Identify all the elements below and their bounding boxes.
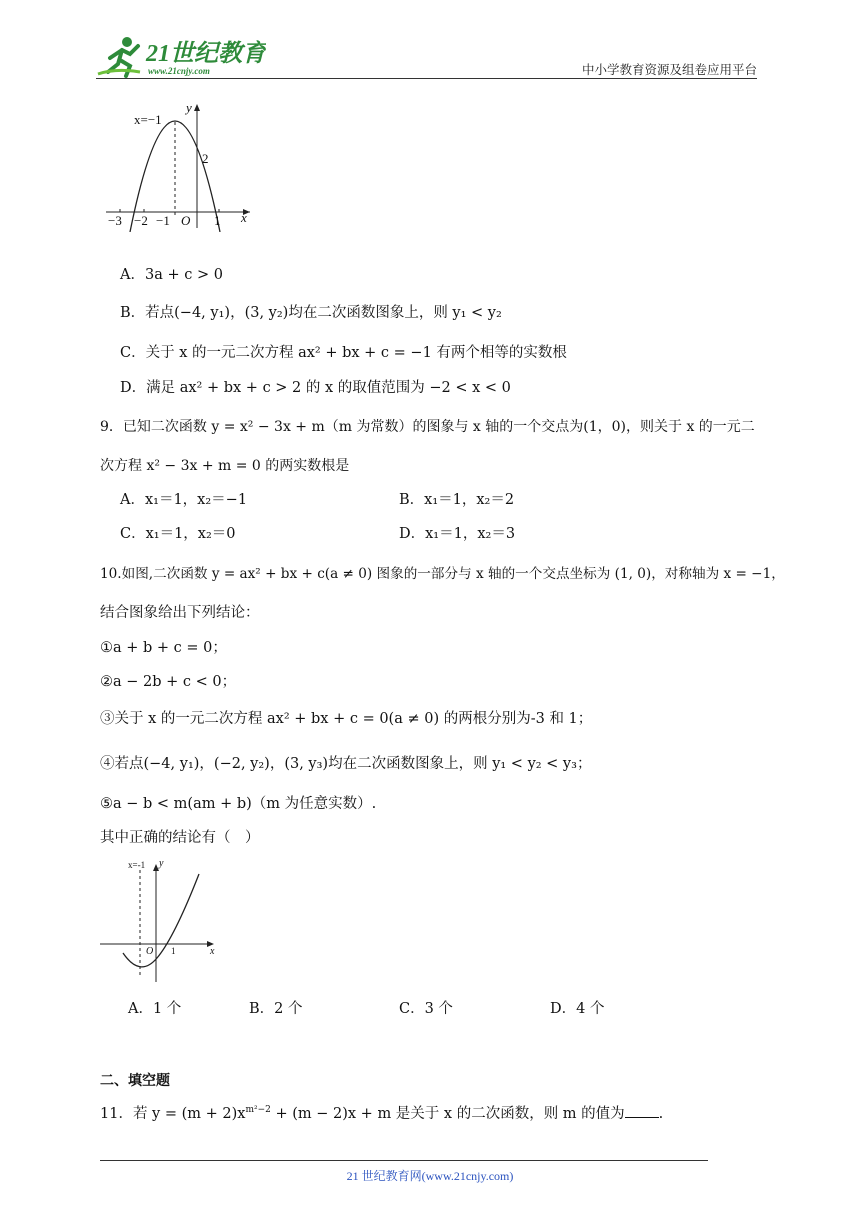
q11-answer-blank[interactable] [625,1117,659,1118]
footer-site-link[interactable]: 21 世纪教育网(www.21cnjy.com) [346,1169,514,1183]
q10-stem-line2: 结合图象给出下列结论： [100,605,260,621]
q8-option-b[interactable]: B．若点(−4, y₁)，(3, y₂)均在二次函数图象上，则 y₁ < y₂ [120,305,502,321]
svg-text:2: 2 [202,151,209,166]
svg-text:x=-1: x=-1 [128,860,146,870]
footer-divider [100,1160,708,1161]
q11-suffix: + (m − 2)x + m 是关于 x 的二次函数，则 m 的值为 [270,1106,625,1122]
parabola-graph-2 [96,856,226,988]
svg-text:O: O [181,213,191,228]
q8-option-a[interactable]: A．3a + c > 0 [120,267,223,283]
q10-conclusion-3: ③关于 x 的一元二次方程 ax² + bx + c = 0(a ≠ 0) 的两根分别为-3 和 1； [100,711,593,727]
section-title-fill-blank: 二、填空题 [100,1073,170,1089]
q10-option-a[interactable]: A．1 个 [128,1001,182,1017]
logo-url: www.21cnjy.com [148,66,210,76]
q11-exponent: m²−2 [245,1105,271,1116]
svg-text:−3: −3 [108,213,122,228]
q11-stem [100,1102,663,1123]
q10-conclusion-5: ⑤a − b < m(am + b)（m 为任意实数）. [100,796,377,812]
q10-conclusion-2: ②a − 2b + c < 0； [100,674,237,690]
svg-text:1: 1 [171,946,176,956]
q9-stem-line1: 9．已知二次函数 y = x² − 3x + m（m 为常数）的图象与 x 轴的一个交点为(1，0)，则关于 x 的一元二 [100,419,755,435]
q9-stem-line2: 次方程 x² − 3x + m = 0 的两实数根是 [100,458,350,474]
q11-prefix: 11．若 y = (m + 2)x [100,1106,246,1122]
runner-logo-icon [98,37,140,76]
platform-name: 中小学教育资源及组卷应用平台 [581,62,757,77]
q10-stem-line1: 10.如图,二次函数 y = ax² + bx + c(a ≠ 0) 图象的一部分与 x 轴的一个交点坐标为 (1, 0)，对称轴为 x = −1， [100,566,785,582]
svg-text:x: x [241,210,247,225]
q10-question: 其中正确的结论有（ ） [100,830,260,846]
svg-text:x: x [210,946,215,957]
q10-option-b[interactable]: B．2 个 [249,1001,303,1017]
svg-text:x=−1: x=−1 [134,112,162,127]
q8-option-c[interactable]: C．关于 x 的一元二次方程 ax² + bx + c = −1 有两个相等的实数根 [120,345,567,361]
q8-option-d[interactable]: D．满足 ax² + bx + c > 2 的 x 的取值范围为 −2 < x < 0 [120,380,511,396]
q11-end: . [658,1106,664,1122]
logo-text: 21世纪教育 [146,41,266,67]
header-divider [96,78,757,79]
parabola-graph-1 [100,100,260,232]
svg-text:−2: −2 [134,213,148,228]
q9-option-d[interactable]: D．x₁＝1，x₂＝3 [399,526,516,542]
site-logo [96,34,266,80]
q9-option-c[interactable]: C．x₁＝1，x₂＝0 [120,526,236,542]
svg-text:−1: −1 [156,213,170,228]
svg-text:y: y [186,100,192,115]
q10-conclusion-1: ①a + b + c = 0； [100,640,227,656]
q9-option-b[interactable]: B．x₁＝1，x₂＝2 [399,492,515,508]
q10-option-d[interactable]: D．4 个 [550,1001,605,1017]
q9-option-a[interactable]: A．x₁＝1，x₂＝−1 [120,492,248,508]
q10-conclusion-4: ④若点(−4, y₁)，(−2, y₂)，(3, y₃)均在二次函数图象上，则 y₁ < y₂ < y₃； [100,756,592,772]
q10-option-c[interactable]: C．3 个 [399,1001,453,1017]
svg-text:y: y [159,858,164,869]
svg-text:1: 1 [214,213,221,228]
svg-text:O: O [146,946,154,957]
